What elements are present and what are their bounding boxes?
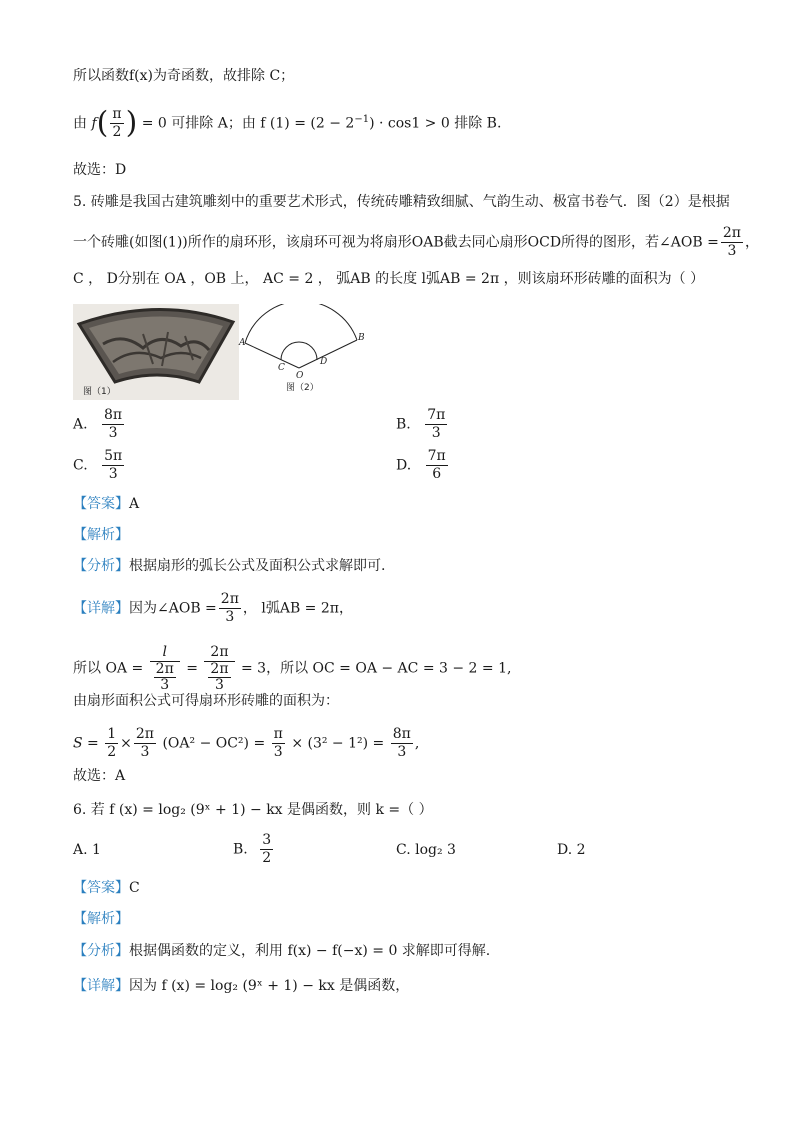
label-B: B	[358, 333, 364, 343]
q6-option-d[interactable]: D. 2	[557, 842, 586, 858]
q6-fenxi-line	[73, 941, 490, 961]
q6-analysis-line	[73, 909, 129, 929]
fig2-caption: 图（2）	[286, 383, 319, 393]
pi-over-2: $\frac{\pi}{2}$	[112, 106, 122, 140]
q6-detail-line1	[73, 976, 409, 996]
answer-tag: 【答案】	[73, 496, 129, 512]
q5-answer-line	[73, 494, 139, 514]
q5-stem-line2: 一个砖雕(如图(1))所作的扇环形，该扇环可视为将扇形OAB截去同心扇形OCD所得的图形，若∠AOB = $\frac{2\pi}{3}$ ，	[73, 225, 759, 259]
label-C: C	[278, 363, 285, 373]
exclude-a-text: = 0 可排除 A；由	[141, 115, 256, 132]
answer-tag: 【答案】	[73, 880, 129, 896]
analysis-tag: 【解析】	[73, 527, 129, 543]
q5-detail-line1: 【详解】因为∠AOB = $\frac{2\pi}{3}$ ， l弧AB = 2π，	[73, 591, 353, 625]
prev-conclusion-line: 所以函数f(x)为奇函数，故排除 C；	[73, 68, 295, 84]
label-O: O	[296, 371, 304, 381]
analysis-tag: 【解析】	[73, 911, 129, 927]
figure-panel	[73, 304, 364, 400]
prev-exclusion-line	[73, 106, 501, 141]
fenxi-text: 根据偶函数的定义，利用 f(x) − f(−x) = 0 求解即可得解.	[129, 943, 491, 959]
paren-close: )	[125, 105, 138, 141]
q5-stem-line3: C ， D分别在 OA ，OB 上， AC = 2 ， 弧AB 的长度 l弧AB = 2π ，则该扇环形砖雕的面积为（ ）	[73, 271, 705, 287]
brick-carving-image	[79, 309, 233, 382]
q5-detail-line4: S = $\frac{1}{2}$ × $\frac{2\pi}{3}$ (OA² − OC²) = $\frac{\pi}{3}$ × (3² − 1²) = $\frac{8\pi}{3}$ ,	[73, 726, 420, 760]
prev-choose-line: 故选：D	[73, 162, 127, 178]
answer-value: A	[129, 496, 140, 512]
q5-stem-line1: 5. 砖雕是我国古建筑雕刻中的重要艺术形式，传统砖雕精致细腻、气韵生动、极富书卷气．图（2）是根据	[73, 194, 730, 210]
q5-detail-line3: 由扇形面积公式可得扇环形砖雕的面积为：	[73, 693, 339, 709]
f-symbol: f	[91, 115, 97, 132]
fenxi-text: 根据扇形的弧长公式及面积公式求解即可.	[129, 558, 386, 574]
text-you: 由	[73, 115, 87, 132]
detail-text: 因为 f (x) = log₂ (9ˣ + 1) − kx 是偶函数，	[129, 978, 410, 994]
exclude-b-text: ) · cos1 > 0 排除 B.	[369, 115, 502, 132]
f1-expression: f (1) = (2 − 2	[260, 115, 355, 132]
exponent: −1	[354, 113, 370, 125]
q5-stem-text: 一个砖雕(如图(1))所作的扇环形，该扇环可视为将扇形OAB截去同心扇形OCD所得的图形，若∠AOB =	[73, 234, 719, 251]
l-over-2pi-3: $\frac{l}{\frac{2\pi}{3}}$	[150, 644, 180, 693]
q6-answer-line	[73, 878, 140, 898]
label-D: D	[320, 357, 328, 367]
fenxi-tag: 【分析】	[73, 943, 129, 959]
q5-fenxi-line	[73, 556, 385, 576]
q5-option-a[interactable]: A. $\frac{8\pi}{3}$	[73, 407, 123, 441]
detail-tag: 【详解】	[73, 978, 129, 994]
fig1-caption: 图（1）	[83, 387, 116, 397]
answer-value: C	[129, 880, 140, 896]
q5-option-c[interactable]: C. $\frac{5\pi}{3}$	[73, 448, 123, 482]
angle-fraction: $\frac{2\pi}{3}$	[722, 225, 741, 259]
q6-option-c[interactable]: C. log₂ 3	[396, 842, 456, 858]
q5-option-d[interactable]: D. $\frac{7\pi}{6}$	[396, 448, 446, 482]
detail-tag: 【详解】	[73, 600, 129, 617]
q5-detail-line2: 所以 OA = $\frac{l}{\frac{2\pi}{3}}$ = $\frac{2\pi}{\frac{2\pi}{3}}$ = 3，所以 OC = OA − AC = 3 − 2 = 1,	[73, 644, 512, 693]
q6-option-b[interactable]: B. $\frac{3}{2}$	[233, 832, 272, 866]
paren-open: (	[96, 105, 109, 141]
2pi-over-2pi-3: $\frac{2\pi}{\frac{2\pi}{3}}$	[204, 644, 234, 693]
q5-analysis-line	[73, 525, 129, 545]
q6-option-a[interactable]: A. 1	[73, 842, 101, 858]
q5-option-b[interactable]: B. $\frac{7\pi}{3}$	[396, 407, 446, 441]
figure-svg	[73, 304, 364, 400]
q5-choose-line: 故选：A	[73, 768, 126, 784]
q6-stem: 6. 若 f (x) = log₂ (9ˣ + 1) − kx 是偶函数，则 k =（ ）	[73, 802, 433, 818]
label-A: A	[239, 338, 246, 348]
fenxi-tag: 【分析】	[73, 558, 129, 574]
